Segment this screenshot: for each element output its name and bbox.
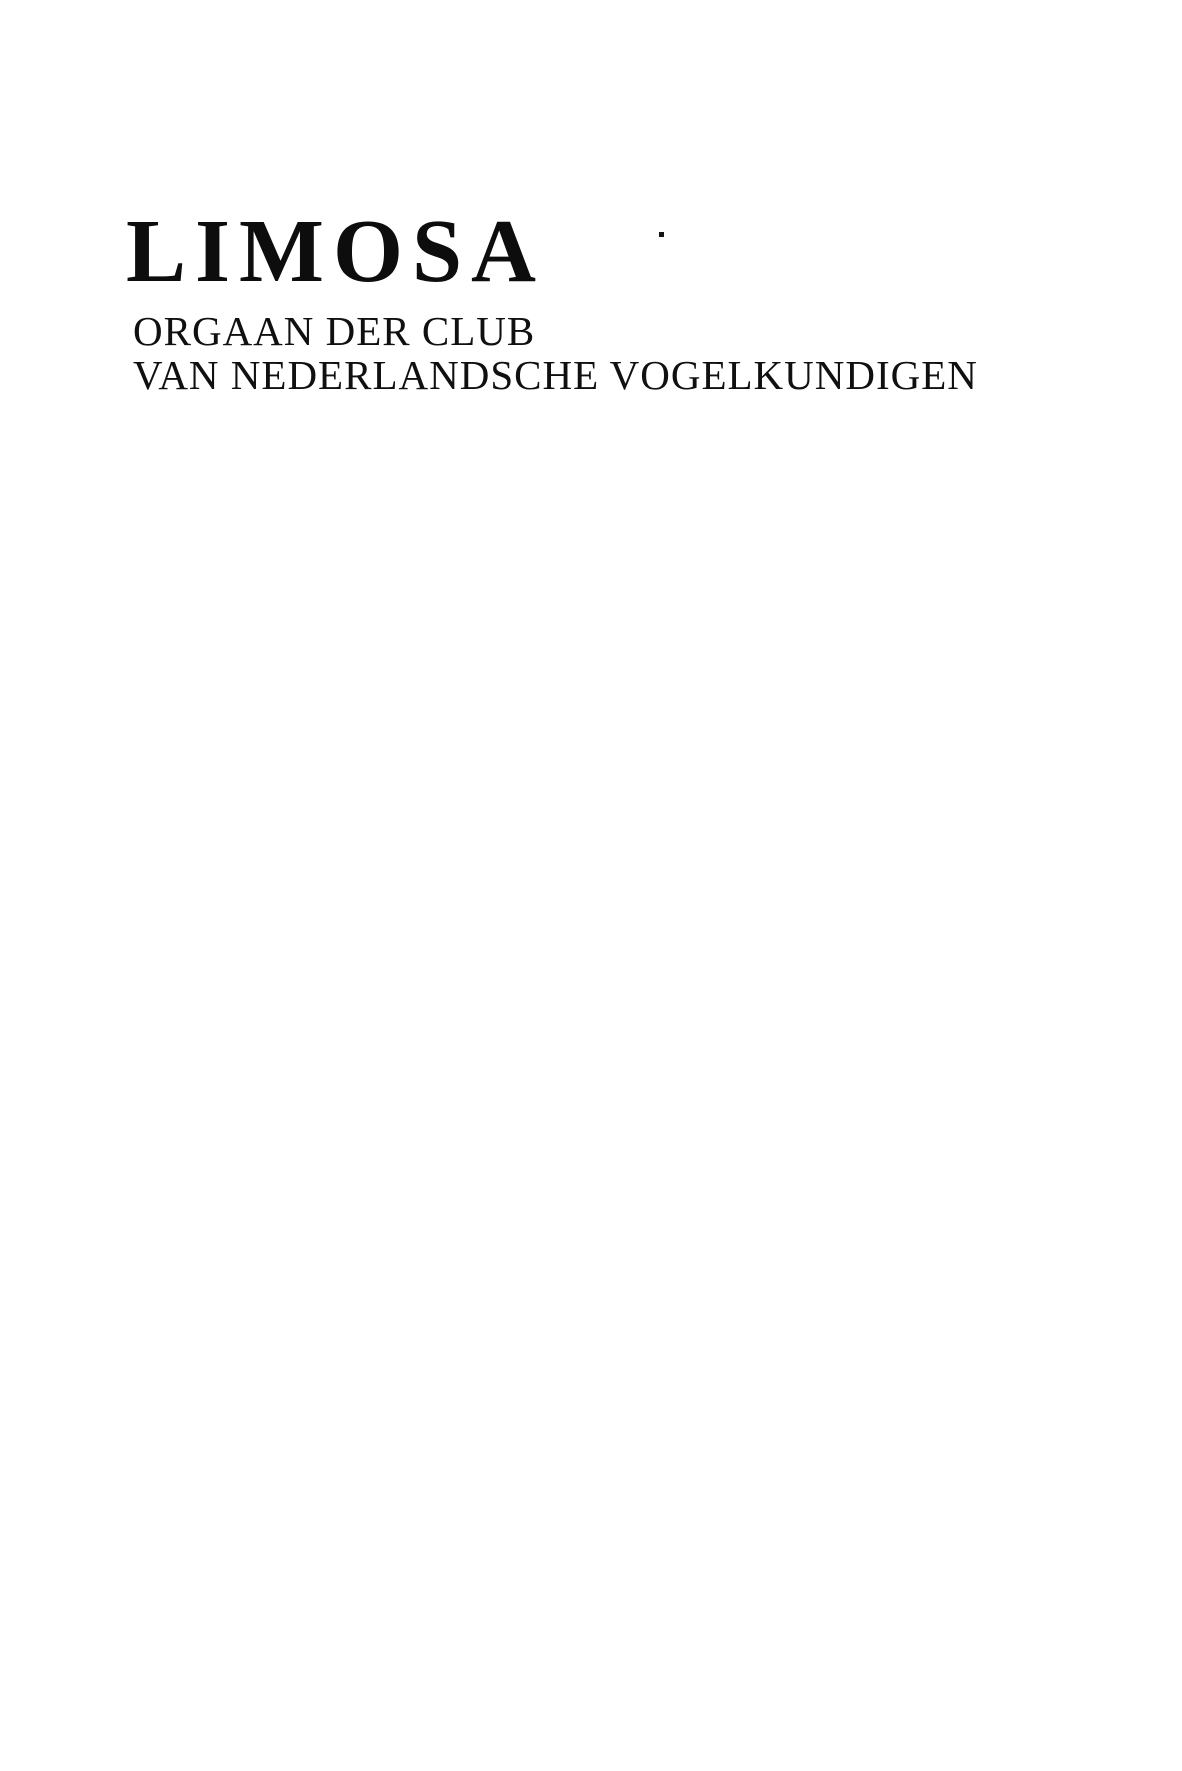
journal-subtitle-line2: VAN NEDERLANDSCHE VOGELKUNDIGEN: [133, 352, 978, 398]
journal-subtitle-line1: ORGAAN DER CLUB: [133, 308, 536, 354]
ink-speck: [659, 232, 664, 237]
journal-title: LIMOSA: [126, 202, 546, 301]
